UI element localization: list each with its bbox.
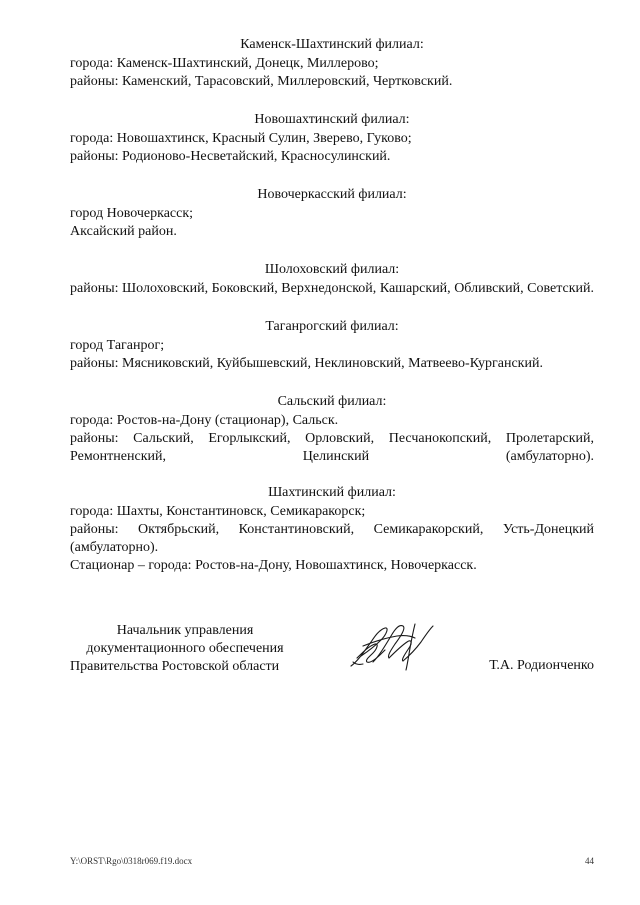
signatory-title-line: документационного обеспечения [86,641,284,656]
section-paragraph: районы: Сальский, Егорлыкский, Орловский, Песчанокопский, Пролетарский, Ремонтненский, Целинский (амбулаторно). [70,431,594,464]
section-heading: Таганрогский филиал: [265,319,399,334]
section-kamensk [70,36,594,91]
section-line: районы: Мясниковский, Куйбышевский, Неклиновский, Матвеево-Курганский. [70,356,543,371]
section-heading: Новочеркасский филиал: [257,187,407,202]
section-line: районы: Каменский, Тарасовский, Миллеровский, Чертковский. [70,74,453,89]
section-shakhty [70,484,594,575]
section-line: города: Шахты, Константиновск, Семикаракорск; [70,504,366,519]
section-line: города: Каменск-Шахтинский, Донецк, Миллерово; [70,56,379,71]
section-line: Аксайский район. [70,224,177,239]
section-taganrog [70,318,594,373]
document-body [70,36,594,595]
section-paragraph: районы: Шолоховский, Боковский, Верхнедонской, Кашарский, Обливский, Советский. [70,281,594,296]
signatory-title-line: Начальник управления [116,623,254,638]
file-path: Y:\ORST\Rgo\0318r069.f19.docx [70,856,193,866]
handwritten-signature [345,616,440,676]
section-sholokhov [70,261,594,298]
section-line: районы: Родионово-Несветайский, Красносулинский. [70,149,391,164]
section-heading: Шахтинский филиал: [268,485,396,500]
section-salsk [70,393,594,466]
section-heading: Сальский филиал: [277,394,387,409]
signatory-name: Т.А. Родионченко [489,658,594,673]
signatory-title [70,622,300,676]
section-novocherkassk [70,186,594,241]
section-line: Стационар – города: Ростов-на-Дону, Новошахтинск, Новочеркасск. [70,558,477,573]
section-paragraph: районы: Октябрьский, Константиновский, Семикаракорский, Усть-Донецкий (амбулаторно). [70,522,594,555]
section-heading: Шолоховский филиал: [264,262,400,277]
signature-block [70,622,594,682]
page-number: 44 [585,856,594,866]
signatory-title-line: Правительства Ростовской области [70,659,280,674]
section-novoshakhtinsk [70,111,594,166]
section-line: город Таганрог; [70,338,165,353]
section-line: город Новочеркасск; [70,206,194,221]
section-heading: Каменск-Шахтинский филиал: [240,37,424,52]
section-line: города: Ростов-на-Дону (стационар), Сальск. [70,413,339,428]
section-line: города: Новошахтинск, Красный Сулин, Зверево, Гуково; [70,131,412,146]
section-heading: Новошахтинский филиал: [254,112,410,127]
